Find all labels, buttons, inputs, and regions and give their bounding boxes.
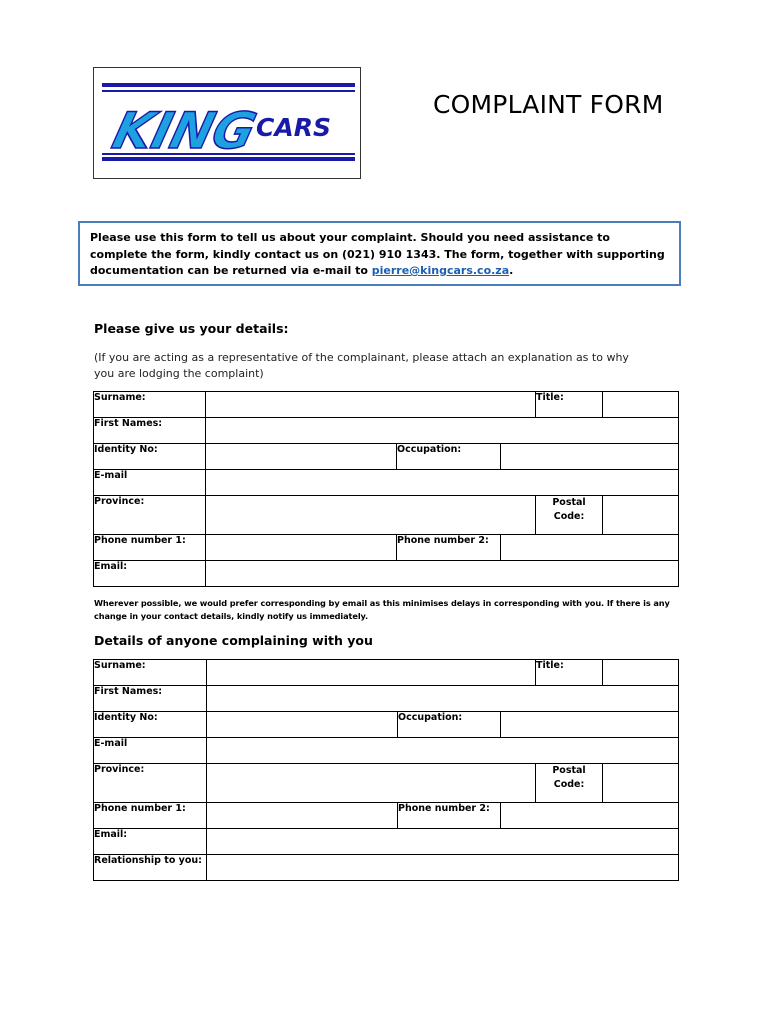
occupation-input[interactable] [501, 444, 679, 470]
email-input[interactable] [206, 470, 679, 496]
page-title: COMPLAINT FORM [433, 90, 664, 119]
province-label-2: Province: [94, 764, 207, 803]
first-names-label-2: First Names: [94, 686, 207, 712]
surname-label: Surname: [94, 392, 206, 418]
identity-no-label-2: Identity No: [94, 712, 207, 738]
occupation-input-2[interactable] [501, 712, 679, 738]
phone2-input-2[interactable] [501, 803, 679, 829]
identity-no-input[interactable] [206, 444, 397, 470]
first-names-input-2[interactable] [207, 686, 679, 712]
email-input-2[interactable] [207, 738, 679, 764]
postal-code-input-2[interactable] [603, 764, 679, 803]
co-complainant-table [93, 659, 679, 881]
phone1-label: Phone number 1: [94, 535, 206, 561]
province-label: Province: [94, 496, 206, 535]
email2-input-2[interactable] [207, 829, 679, 855]
province-input-2[interactable] [207, 764, 536, 803]
surname-input[interactable] [206, 392, 536, 418]
phone1-input-2[interactable] [207, 803, 398, 829]
contact-footnote: Wherever possible, we would prefer corresponding by email as this minimises delays in corresponding with you. If there is any change in your contact details, kindly notify us immediately. [94, 598, 670, 621]
occupation-label: Occupation: [397, 444, 501, 470]
province-input[interactable] [206, 496, 536, 535]
occupation-label-2: Occupation: [398, 712, 501, 738]
email-label: E-mail [94, 470, 206, 496]
details-table [93, 391, 679, 587]
phone1-label-2: Phone number 1: [94, 803, 207, 829]
king-cars-logo [94, 68, 360, 178]
phone1-input[interactable] [206, 535, 397, 561]
logo-king-text: KING [107, 101, 262, 160]
email2-label: Email: [94, 561, 206, 587]
intro-text: Please use this form to tell us about your complaint. Should you need assistance to complete the form, kindly contact us on (021) 910 1343. The form, together with supporting documentation can be returned via e-mail to [90, 231, 665, 277]
intro-box: Please use this form to tell us about your complaint. Should you need assistance to complete the form, kindly contact us on (021) 910 1343. The form, together with supporting documentation can be returned via e-mail to pierre@kingcars.co.za. [78, 221, 681, 286]
title-input-2[interactable] [603, 660, 679, 686]
email2-input[interactable] [206, 561, 679, 587]
identity-no-input-2[interactable] [207, 712, 398, 738]
postal-code-input[interactable] [603, 496, 679, 535]
phone2-input[interactable] [501, 535, 679, 561]
section2-heading: Details of anyone complaining with you [94, 633, 373, 648]
section1-heading: Please give us your details: [94, 321, 289, 336]
first-names-label: First Names: [94, 418, 206, 444]
title-label: Title: [536, 392, 603, 418]
logo-cars-text: CARS [256, 113, 331, 142]
first-names-input[interactable] [206, 418, 679, 444]
phone2-label-2: Phone number 2: [398, 803, 501, 829]
email-label-2: E-mail [94, 738, 207, 764]
email-link[interactable]: pierre@kingcars.co.za [371, 264, 510, 277]
title-input[interactable] [603, 392, 679, 418]
section1-note: (If you are acting as a representative of the complainant, please attach an explanation as to why you are lodging the complaint) [94, 351, 629, 380]
surname-input-2[interactable] [207, 660, 536, 686]
title-label-2: Title: [536, 660, 603, 686]
relationship-input[interactable] [207, 855, 679, 881]
identity-no-label: Identity No: [94, 444, 206, 470]
logo-box [93, 67, 361, 179]
postal-code-label-2: Postal Code: [536, 764, 603, 803]
phone2-label: Phone number 2: [397, 535, 501, 561]
email2-label-2: Email: [94, 829, 207, 855]
postal-code-label: Postal Code: [536, 496, 603, 535]
relationship-label: Relationship to you: [94, 855, 207, 881]
surname-label-2: Surname: [94, 660, 207, 686]
